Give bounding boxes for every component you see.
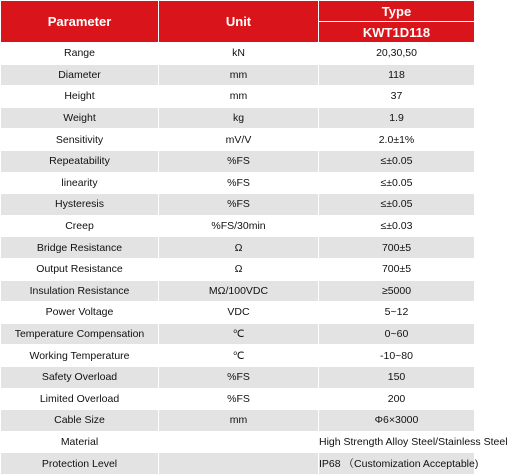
table-row: [1, 107, 475, 129]
value-cell: ≥5000: [319, 280, 475, 302]
parameter-cell: Height: [1, 86, 159, 108]
table-row: [1, 237, 475, 259]
table-row: [1, 64, 475, 86]
unit-cell: %FS: [159, 172, 319, 194]
value-cell: High Strength Alloy Steel/Stainless Steel: [319, 431, 475, 453]
unit-cell: kN: [159, 43, 319, 65]
value-cell: Φ6×3000: [319, 410, 475, 432]
table-row: [1, 323, 475, 345]
value-cell: 700±5: [319, 258, 475, 280]
parameter-cell: Repeatability: [1, 150, 159, 172]
parameter-cell: Insulation Resistance: [1, 280, 159, 302]
unit-cell: kg: [159, 107, 319, 129]
table-body: [1, 43, 508, 475]
table-row: [1, 215, 475, 237]
table-row: [1, 302, 475, 324]
table-row: [1, 129, 475, 151]
parameter-cell: Temperature Compensation: [1, 323, 159, 345]
unit-cell: Ω: [159, 258, 319, 280]
table-header: [1, 1, 475, 43]
parameter-cell: Output Resistance: [1, 258, 159, 280]
parameter-cell: Safety Overload: [1, 366, 159, 388]
value-cell: 2.0±1%: [319, 129, 475, 151]
table-row: [1, 431, 475, 453]
value-cell: 200: [319, 388, 475, 410]
value-cell: 118: [319, 64, 475, 86]
table-row: [1, 280, 475, 302]
parameter-cell: Bridge Resistance: [1, 237, 159, 259]
value-cell: 150: [319, 366, 475, 388]
unit-cell: %FS: [159, 150, 319, 172]
unit-cell: mm: [159, 64, 319, 86]
value-cell: ≤±0.05: [319, 150, 475, 172]
table-row: [1, 86, 475, 108]
unit-cell: %FS: [159, 366, 319, 388]
value-cell: ≤±0.05: [319, 194, 475, 216]
header-parameter: Parameter: [1, 1, 159, 43]
unit-cell: %FS/30min: [159, 215, 319, 237]
table-row: [1, 258, 475, 280]
table-row: [1, 172, 475, 194]
unit-cell: mm: [159, 410, 319, 432]
parameter-cell: Weight: [1, 107, 159, 129]
parameter-cell: Power Voltage: [1, 302, 159, 324]
parameter-cell: Range: [1, 43, 159, 65]
table-row: [1, 388, 475, 410]
unit-cell: mV/V: [159, 129, 319, 151]
parameter-cell: Working Temperature: [1, 345, 159, 367]
table-row: [1, 366, 475, 388]
parameter-cell: Limited Overload: [1, 388, 159, 410]
value-cell: IP68 （Customization Acceptable): [319, 453, 475, 475]
parameter-cell: Hysteresis: [1, 194, 159, 216]
value-cell: 700±5: [319, 237, 475, 259]
value-cell: 5~12: [319, 302, 475, 324]
unit-cell: MΩ/100VDC: [159, 280, 319, 302]
value-cell: ≤±0.03: [319, 215, 475, 237]
unit-cell: %FS: [159, 388, 319, 410]
value-cell: -10~80: [319, 345, 475, 367]
unit-cell: Ω: [159, 237, 319, 259]
parameter-cell: Cable Size: [1, 410, 159, 432]
unit-cell: mm: [159, 86, 319, 108]
table-row: [1, 43, 475, 65]
unit-cell: ℃: [159, 323, 319, 345]
table-row: [1, 150, 475, 172]
parameter-cell: Diameter: [1, 64, 159, 86]
table-row: [1, 194, 475, 216]
header-model: KWT1D118: [319, 22, 475, 43]
parameter-cell: Material: [1, 431, 159, 453]
value-cell: 37: [319, 86, 475, 108]
unit-cell: [159, 431, 319, 453]
value-cell: 0~60: [319, 323, 475, 345]
value-cell: ≤±0.05: [319, 172, 475, 194]
table-row: [1, 410, 475, 432]
header-unit: Unit: [159, 1, 319, 43]
table-row: [1, 345, 475, 367]
value-cell: 20,30,50: [319, 43, 475, 65]
unit-cell: %FS: [159, 194, 319, 216]
value-cell: 1.9: [319, 107, 475, 129]
unit-cell: [159, 453, 319, 475]
parameter-cell: Sensitivity: [1, 129, 159, 151]
parameter-cell: linearity: [1, 172, 159, 194]
parameter-cell: Protection Level: [1, 453, 159, 475]
parameter-cell: Creep: [1, 215, 159, 237]
header-type: Type: [319, 1, 475, 22]
unit-cell: VDC: [159, 302, 319, 324]
unit-cell: ℃: [159, 345, 319, 367]
table-row: [1, 453, 475, 475]
